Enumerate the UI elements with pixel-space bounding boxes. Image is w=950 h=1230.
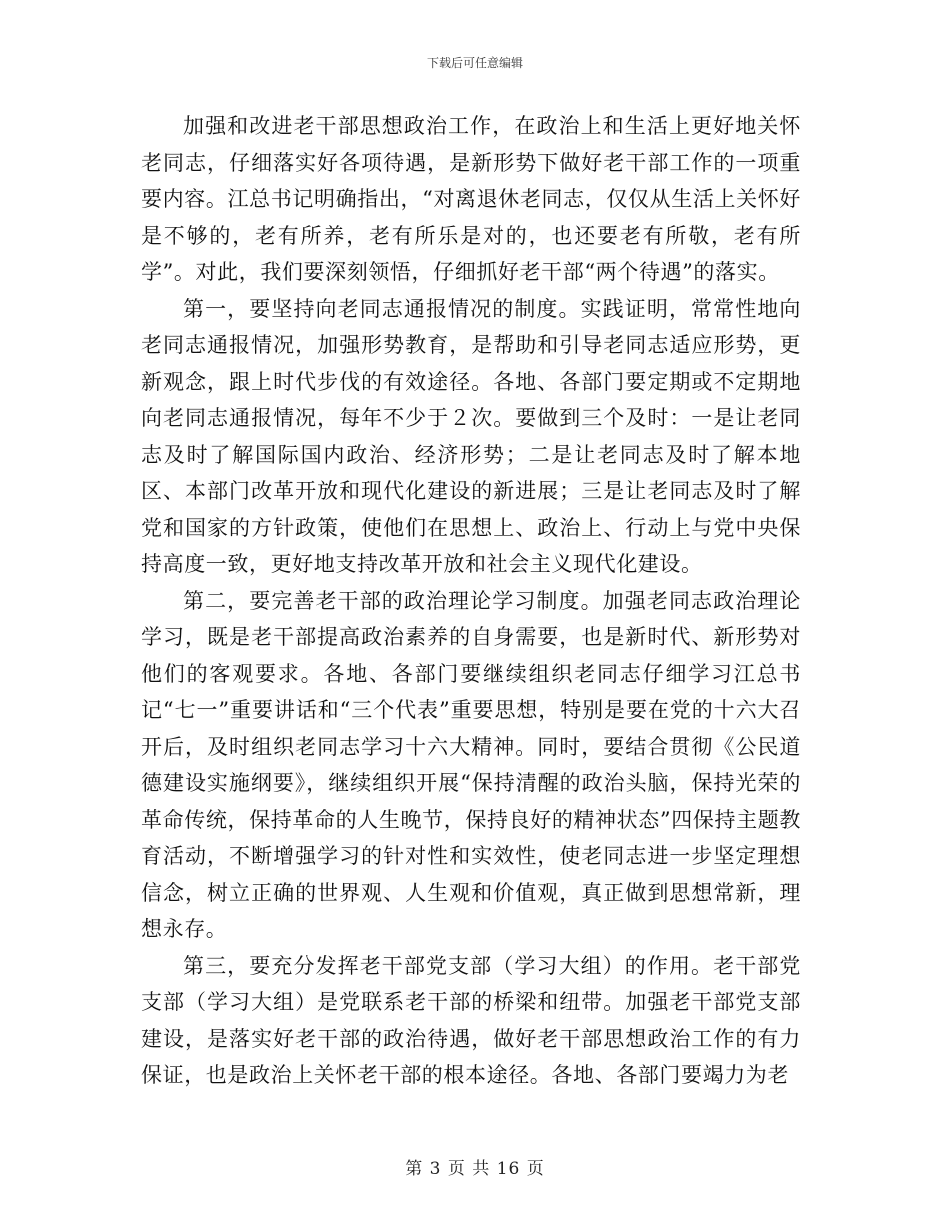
paragraph-first-point: 第一，要坚持向老同志通报情况的制度。实践证明，常常性地向老同志通报情况，加强形势教育，是帮助和引导老同志适应形势，更新观念，跟上时代步伐的有效途径。各地、各部门要定期或不定期地向老同志通报情况，每年不少于２次。要做到三个及时：一是让老同志及时了解国际国内政治、经济形势；二是让老同志及时了解本地区、本部门改革开放和现代化建设的新进展；三是让老同志及时了解党和国家的方针政策，使他们在思想上、政治上、行动上与党中央保持高度一致，更好地支持改革开放和社会主义现代化建设。 xyxy=(141,296,801,576)
paragraph-third-point: 第三，要充分发挥老干部党支部（学习大组）的作用。老干部党支部（学习大组）是党联系老干部的桥梁和纽带。加强老干部党支部建设，是落实好老干部的政治待遇，做好老干部思想政治工作的有力保证，也是政治上关怀老干部的根本途径。各地、各部门要竭力为老 xyxy=(141,953,801,1087)
paragraph-second-point: 第二，要完善老干部的政治理论学习制度。加强老同志政治理论学习，既是老干部提高政治素养的自身需要，也是新时代、新形势对他们的客观要求。各地、各部门要继续组织老同志仔细学习江总书记“七一”重要讲话和“三个代表”重要思想，特别是要在党的十六大召开后，及时组织老同志学习十六大精神。同时，要结合贯彻《公民道德建设实施纲要》，继续组织开展“保持清醒的政治头脑，保持光荣的革命传统，保持革命的人生晚节，保持良好的精神状态”四保持主题教育活动，不断增强学习的针对性和实效性，使老同志进一步坚定理想信念，树立正确的世界观、人生观和价值观，真正做到思想常新，理想永存。 xyxy=(141,588,801,941)
page-header: 下载后可任意编辑 xyxy=(426,56,523,70)
page-footer: 第 3 页 共 16 页 xyxy=(405,1159,545,1179)
paragraph-intro: 加强和改进老干部思想政治工作，在政治上和生活上更好地关怀老同志，仔细落实好各项待遇，是新形势下做好老干部工作的一项重要内容。江总书记明确指出，“对离退休老同志，仅仅从生活上关怀好是不够的，老有所养，老有所乐是对的，也还要老有所敬，老有所学”。对此，我们要深刻领悟，仔细抓好老干部“两个待遇”的落实。 xyxy=(141,114,801,284)
document-body xyxy=(141,108,801,1094)
